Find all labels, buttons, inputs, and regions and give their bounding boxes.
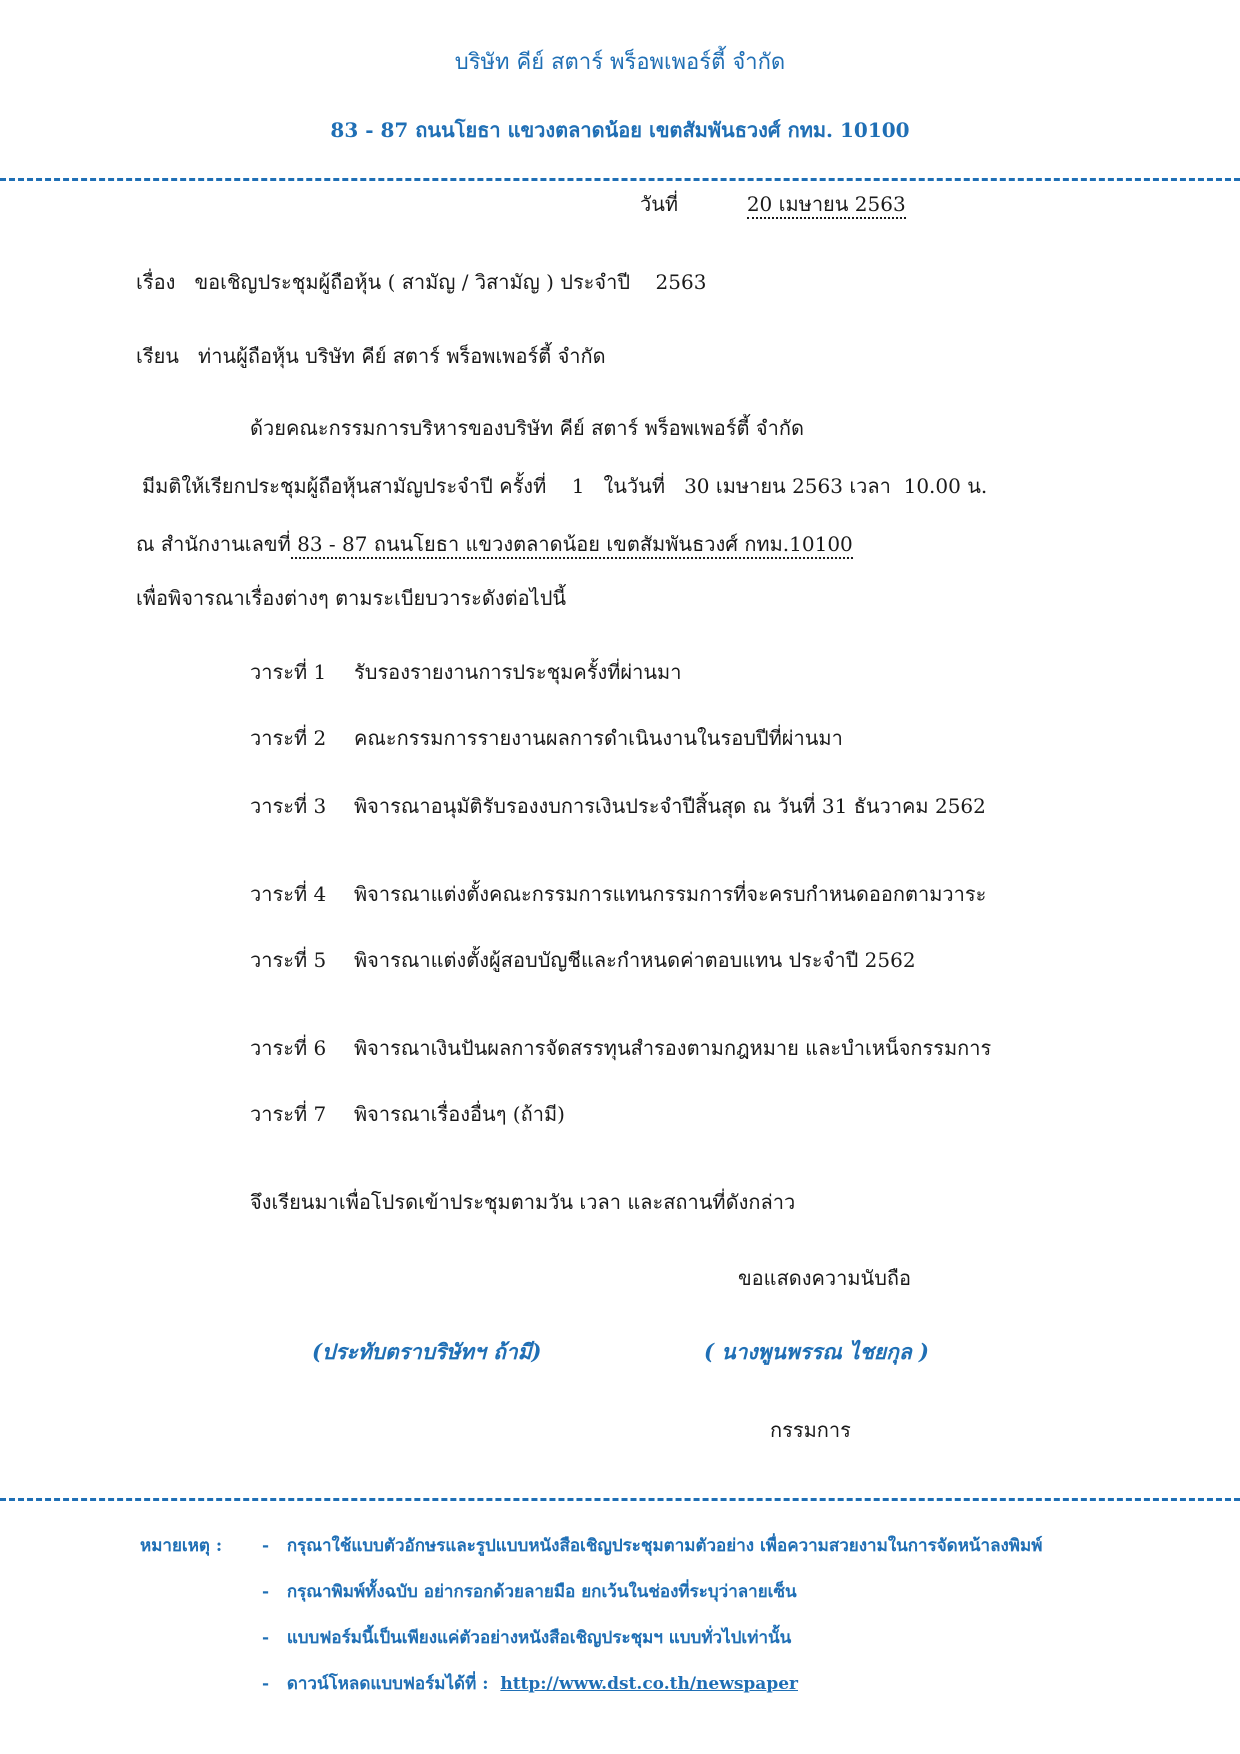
agenda-number: วาระที่ 5 — [250, 948, 327, 972]
company-address: 83 - 87 ถนนโยธา แขวงตลาดน้อย เขตสัมพันธวงศ์ กทม. 10100 — [330, 118, 910, 142]
agenda-number: วาระที่ 6 — [250, 1036, 327, 1060]
date-value: 20 เมษายน 2563 — [747, 192, 906, 219]
agenda-item — [250, 878, 986, 910]
notes-label: หมายเหตุ : — [140, 1536, 223, 1556]
signer-name: ( นางพูนพรรณ ไชยกุล ) — [704, 1339, 929, 1364]
agenda-number: วาระที่ 3 — [250, 794, 327, 818]
body-line-1: ด้วยคณะกรรมการบริหารของบริษัท คีย์ สตาร์ พร็อพเพอร์ตี้ จำกัด — [250, 416, 804, 440]
agenda-text: พิจารณาเรื่องอื่นๆ (ถ้ามี) — [354, 1102, 565, 1126]
note-item: - แบบฟอร์มนี้เป็นเพียงแค่ตัวอย่างหนังสือเชิญประชุมฯ แบบทั่วไปเท่านั้น — [262, 1628, 792, 1648]
agenda-text: พิจารณาเงินปันผลการจัดสรรทุนสำรองตามกฎหมาย และบำเหน็จกรรมการ — [354, 1036, 992, 1060]
note-item: - กรุณาใช้แบบตัวอักษรและรูปแบบหนังสือเชิญประชุมตามตัวอย่าง เพื่อความสวยงามในการจัดหน้าลงพิมพ์ — [262, 1536, 1043, 1556]
subject-text: ขอเชิญประชุมผู้ถือหุ้น ( สามัญ / วิสามัญ ) ประจำปี — [194, 270, 631, 294]
note-item: - กรุณาพิมพ์ทั้งฉบับ อย่ากรอกด้วยลายมือ ยกเว้นในช่องที่ระบุว่าลายเซ็น — [262, 1582, 797, 1602]
recipient-line — [136, 340, 606, 372]
signer-position: กรรมการ — [770, 1418, 851, 1442]
body-line-2: มีมติให้เรียกประชุมผู้ถือหุ้นสามัญประจำปี ครั้งที่ 1 ในวันที่ 30 เมษายน 2563 เวลา 10.00 น. — [142, 474, 988, 498]
date-label: วันที่ — [640, 192, 679, 216]
agenda-item — [250, 1098, 565, 1130]
agenda-text: พิจารณาอนุมัติรับรองงบการเงินประจำปีสิ้นสุด ณ วันที่ 31 ธันวาคม 2562 — [354, 794, 986, 818]
agenda-number: วาระที่ 4 — [250, 882, 327, 906]
regards-text: ขอแสดงความนับถือ — [738, 1266, 912, 1290]
body-line-4: เพื่อพิจารณาเรื่องต่างๆ ตามระเบียบวาระดังต่อไปนี้ — [136, 586, 567, 610]
subject-line — [136, 266, 706, 298]
agenda-item — [250, 1032, 991, 1064]
agenda-number: วาระที่ 1 — [250, 660, 327, 684]
subject-year: 2563 — [655, 270, 707, 294]
download-link[interactable]: http://www.dst.co.th/newspaper — [500, 1674, 798, 1694]
agenda-text: คณะกรรมการรายงานผลการดำเนินงานในรอบปีที่ผ่านมา — [354, 726, 843, 750]
agenda-item — [250, 944, 916, 976]
agenda-text: พิจารณาแต่งตั้งคณะกรรมการแทนกรรมการที่จะครบกำหนดออกตามวาระ — [354, 882, 987, 906]
agenda-item — [250, 722, 843, 754]
agenda-item — [250, 790, 986, 822]
agenda-number: วาระที่ 7 — [250, 1102, 327, 1126]
agenda-text: รับรองรายงานการประชุมครั้งที่ผ่านมา — [354, 660, 682, 684]
subject-label: เรื่อง — [136, 270, 176, 294]
agenda-number: วาระที่ 2 — [250, 726, 327, 750]
recipient-text: ท่านผู้ถือหุ้น บริษัท คีย์ สตาร์ พร็อพเพอร์ตี้ จำกัด — [198, 344, 606, 368]
top-divider — [0, 178, 1240, 181]
company-seal-note: (ประทับตราบริษัทฯ ถ้ามี) — [312, 1339, 542, 1364]
recipient-label: เรียน — [136, 344, 179, 368]
closing-text: จึงเรียนมาเพื่อโปรดเข้าประชุมตามวัน เวลา และสถานที่ดังกล่าว — [250, 1190, 796, 1214]
office-label: ณ สำนักงานเลขที่ — [136, 532, 291, 556]
agenda-text: พิจารณาแต่งตั้งผู้สอบบัญชีและกำหนดค่าตอบแทน ประจำปี 2562 — [354, 948, 916, 972]
body-line-3 — [136, 528, 853, 560]
office-address: 83 - 87 ถนนโยธา แขวงตลาดน้อย เขตสัมพันธวงศ์ กทม.10100 — [291, 532, 853, 559]
date-line — [640, 188, 906, 220]
agenda-item — [250, 656, 681, 688]
note-item: - ดาวน์โหลดแบบฟอร์มได้ที่ : http://www.dst.co.th/newspaper — [262, 1674, 798, 1694]
company-name: บริษัท คีย์ สตาร์ พร็อพเพอร์ตี้ จำกัด — [454, 50, 786, 75]
bottom-divider — [0, 1498, 1240, 1501]
